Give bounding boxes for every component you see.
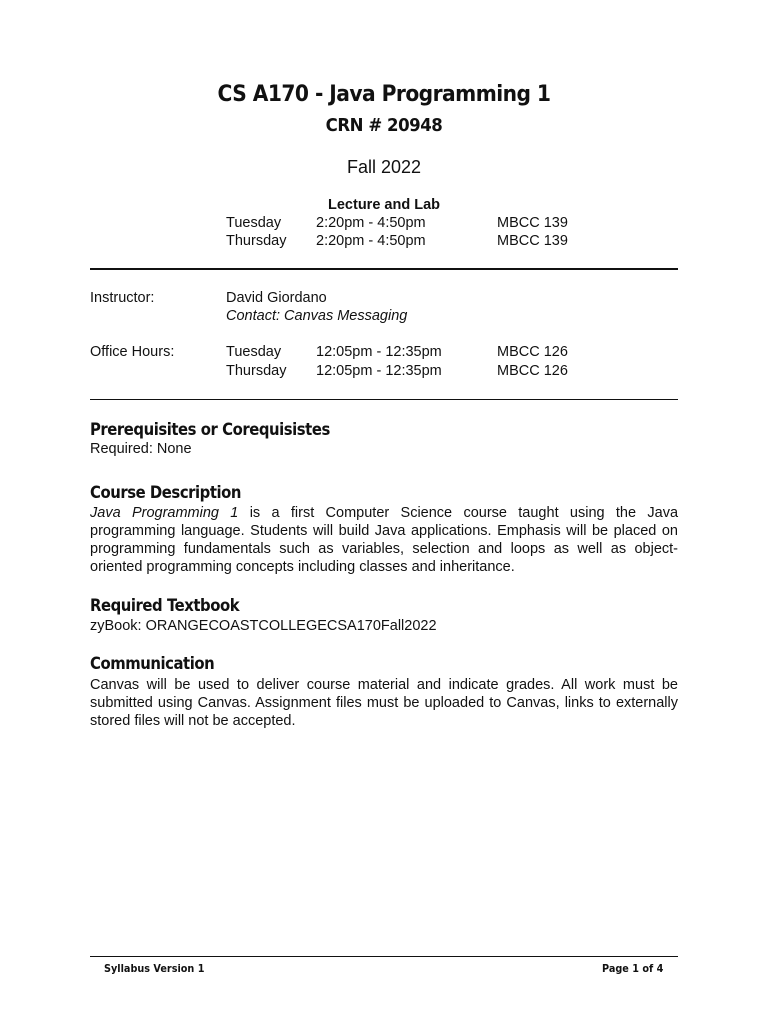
office-hours-time: 12:05pm - 12:35pm (316, 363, 442, 379)
schedule-time: 2:20pm - 4:50pm (316, 215, 426, 231)
description-italic-lead: Java Programming 1 (90, 505, 239, 521)
office-hours-room: MBCC 126 (497, 344, 568, 360)
office-hours-room: MBCC 126 (497, 363, 568, 379)
description-body: is a first Computer Science course taught using the Java programming language. Students will build Java applications. Emphasis will be placed on programming fundamentals such as variables, selection and loops as well as object-oriented programming concepts including classes and inheritance. (90, 505, 679, 575)
textbook-heading: Required Textbook (90, 596, 240, 615)
course-title: CS A170 - Java Programming 1 (217, 82, 551, 107)
instructor-contact: Contact: Canvas Messaging (226, 308, 408, 324)
divider (90, 399, 678, 400)
footer-page-number: Page 1 of 4 (602, 962, 664, 975)
prereq-heading: Prerequisites or Corequisistes (90, 420, 330, 439)
prereq-text: Required: None (90, 441, 192, 457)
crn-number: CRN # 20948 (325, 115, 443, 136)
schedule-day: Tuesday (226, 215, 282, 231)
footer-divider (90, 956, 678, 957)
description-text (90, 504, 678, 576)
office-hours-day: Tuesday (226, 344, 282, 360)
instructor-name: David Giordano (226, 290, 327, 306)
communication-heading: Communication (90, 654, 215, 673)
description-heading: Course Description (90, 483, 242, 502)
instructor-label: Instructor: (90, 290, 155, 306)
schedule-room: MBCC 139 (497, 215, 568, 231)
footer-version: Syllabus Version 1 (104, 962, 205, 975)
schedule-time: 2:20pm - 4:50pm (316, 233, 426, 249)
lecture-heading: Lecture and Lab (328, 197, 440, 213)
office-hours-time: 12:05pm - 12:35pm (316, 344, 442, 360)
communication-text: Canvas will be used to deliver course material and indicate grades. All work must be submitted using Canvas. Assignment files must be uploaded to Canvas, links to externally stored files will not be accepted. (90, 677, 678, 729)
textbook-text: zyBook: ORANGECOASTCOLLEGECSA170Fall2022 (90, 618, 437, 634)
schedule-room: MBCC 139 (497, 233, 568, 249)
office-hours-label: Office Hours: (90, 344, 175, 360)
schedule-day: Thursday (226, 233, 287, 249)
divider (90, 268, 678, 270)
office-hours-day: Thursday (226, 363, 287, 379)
term: Fall 2022 (346, 157, 422, 177)
